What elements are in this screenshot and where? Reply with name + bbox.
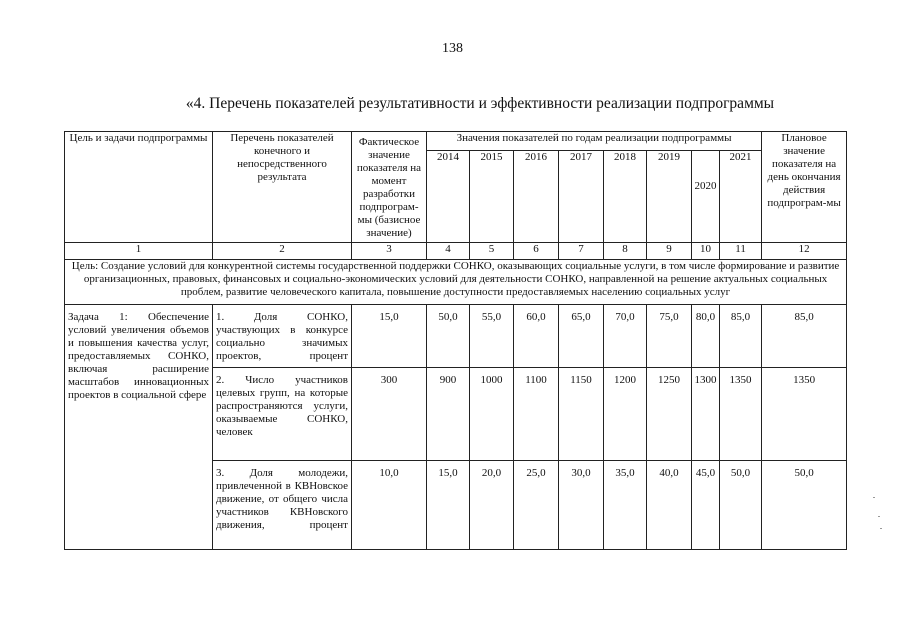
goal-text: Цель: Создание условий для конкурентной системы государственной поддержки СОНКО, оказывающих социальные услуги, в том числе формирование и развитие организационных, правовых, финансовых и социально-экономических условий для деятельности СОНКО, направленной на решение актуальных социальных проблем, развитие человеческого капитала, повышение доступности предоставляемых населению социальных услуг (65, 260, 847, 305)
year-value: 65,0 (559, 305, 604, 368)
year-value: 50,0 (427, 305, 470, 368)
column-number: 4 (427, 243, 470, 260)
year-value: 55,0 (470, 305, 514, 368)
scan-speck (880, 528, 882, 529)
year-value: 40,0 (647, 461, 692, 550)
year-value: 45,0 (692, 461, 720, 550)
header-indicators: Перечень показателей конечного и непосредственного результата (213, 132, 352, 243)
year-value: 1350 (720, 368, 762, 461)
header-planned-value: Плановое значение показателя на день окончания действия подпрограм-мы (762, 132, 847, 243)
page-number: 138 (442, 41, 463, 56)
year-value: 35,0 (604, 461, 647, 550)
column-number: 3 (352, 243, 427, 260)
column-number: 6 (514, 243, 559, 260)
scan-speck (873, 497, 875, 498)
year-cell: 2021 (720, 151, 762, 243)
header-values-by-year: Значения показателей по годам реализации подпрограммы (427, 132, 762, 151)
year-value: 50,0 (720, 461, 762, 550)
planned-value: 50,0 (762, 461, 847, 550)
column-number: 11 (720, 243, 762, 260)
year-value: 1200 (604, 368, 647, 461)
base-value: 15,0 (352, 305, 427, 368)
indicator-text: 3. Доля молодежи, привлеченной в КВНовское движение, от общего числа участников КВНовского движения, процент (213, 461, 352, 550)
year-cell: 2014 (427, 151, 470, 243)
table-row (65, 305, 847, 368)
indicators-table (64, 131, 847, 550)
year-value: 20,0 (470, 461, 514, 550)
column-number: 5 (470, 243, 514, 260)
year-cell: 2016 (514, 151, 559, 243)
task-text: Задача 1: Обеспечение условий увеличения объемов и повышения качества услуг, предоставляемых СОНКО, включая расширение масштабов инновационных проектов в социальной сфере (65, 305, 213, 550)
year-value: 80,0 (692, 305, 720, 368)
base-value: 300 (352, 368, 427, 461)
column-number: 9 (647, 243, 692, 260)
year-value: 70,0 (604, 305, 647, 368)
indicator-text: 1. Доля СОНКО, участвующих в конкурсе социально значимых проектов, процент (213, 305, 352, 368)
year-cell: 2015 (470, 151, 514, 243)
header-actual-value: Фактическое значение показателя на момент разработки подпрограм-мы (базисное значение) (352, 132, 427, 243)
year-value: 15,0 (427, 461, 470, 550)
planned-value: 85,0 (762, 305, 847, 368)
planned-value: 1350 (762, 368, 847, 461)
year-value: 1100 (514, 368, 559, 461)
year-value: 75,0 (647, 305, 692, 368)
column-number: 1 (65, 243, 213, 260)
column-number: 10 (692, 243, 720, 260)
year-value: 30,0 (559, 461, 604, 550)
goal-row (65, 260, 847, 305)
document-title: «4. Перечень показателей результативности и эффективности реализации подпрограммы (185, 95, 775, 112)
year-cell: 2019 (647, 151, 692, 243)
year-value: 85,0 (720, 305, 762, 368)
column-number: 2 (213, 243, 352, 260)
year-cell: 2020 (692, 151, 720, 243)
indicator-text: 2. Число участников целевых групп, на которые распространяются услуги, оказываемые СОНКО, человек (213, 368, 352, 461)
year-value: 60,0 (514, 305, 559, 368)
year-cell: 2018 (604, 151, 647, 243)
column-number: 7 (559, 243, 604, 260)
year-value: 1250 (647, 368, 692, 461)
year-value: 1150 (559, 368, 604, 461)
header-row (65, 132, 847, 151)
scan-speck (878, 516, 880, 517)
base-value: 10,0 (352, 461, 427, 550)
year-value: 25,0 (514, 461, 559, 550)
year-cell: 2017 (559, 151, 604, 243)
column-number: 8 (604, 243, 647, 260)
column-number: 12 (762, 243, 847, 260)
year-value: 900 (427, 368, 470, 461)
column-numbers-row (65, 243, 847, 260)
year-value: 1300 (692, 368, 720, 461)
year-value: 1000 (470, 368, 514, 461)
header-goals-tasks: Цель и задачи подпрограммы (65, 132, 213, 243)
